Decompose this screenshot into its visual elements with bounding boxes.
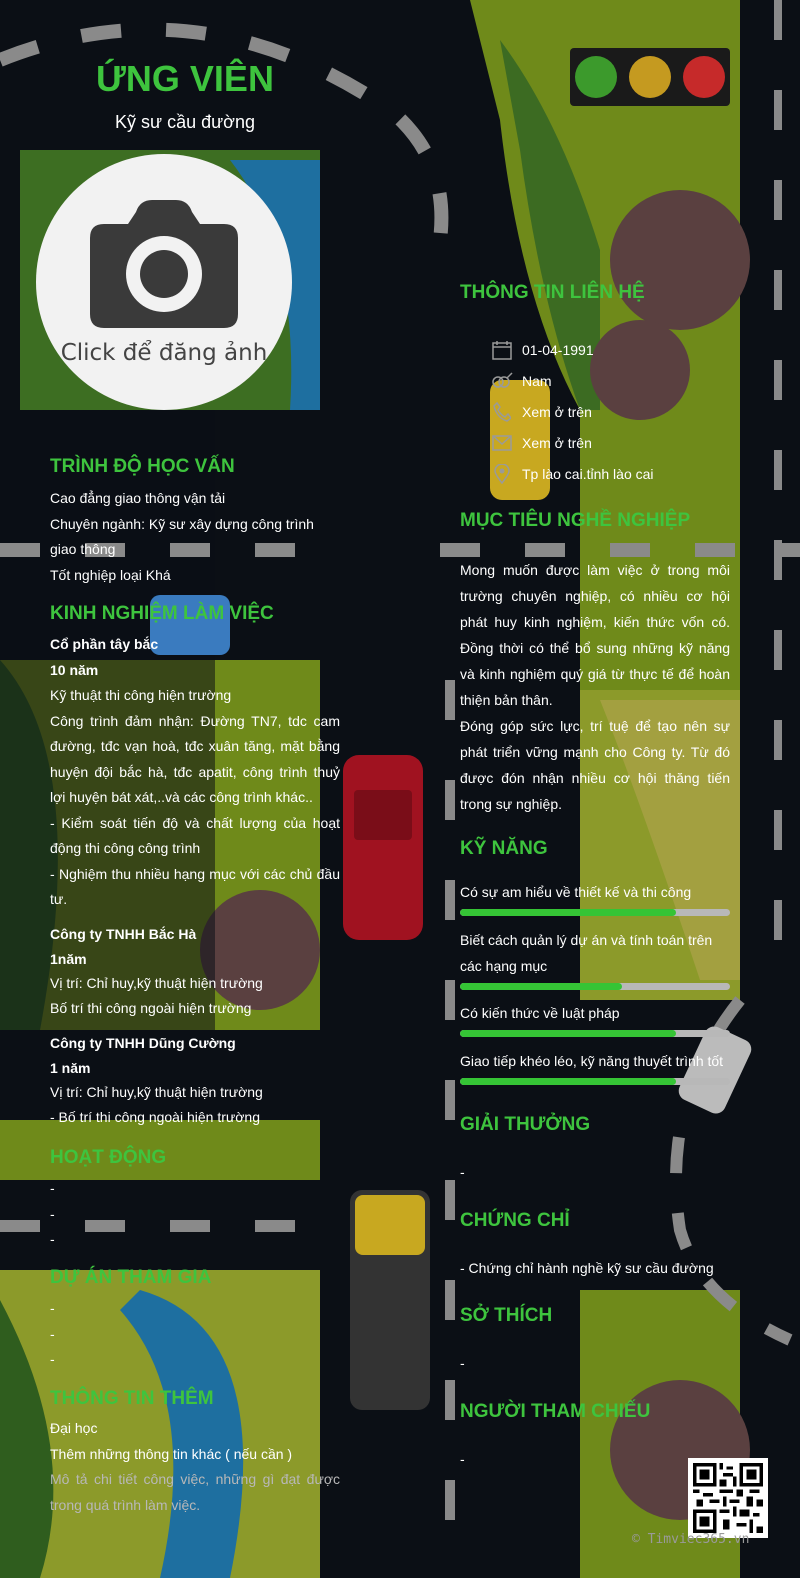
job-line: - Kiểm soát tiến độ và chất lượng của hoạt động thi công công trình (50, 814, 340, 856)
awards-value: - (460, 1164, 465, 1180)
certificates-value: - Chứng chỉ hành nghề kỹ sư cầu đường (460, 1260, 714, 1276)
skill-bar-fill (460, 1078, 676, 1085)
references-value: - (460, 1451, 465, 1467)
job-line: Kỹ thuật thi công hiện trường (50, 687, 232, 703)
job-duration: 10 năm (50, 661, 99, 678)
skill-item (460, 1000, 730, 1037)
job-duration: 1năm (50, 950, 87, 967)
avatar-upload[interactable] (36, 154, 292, 410)
extra-note: Mô tả chi tiết công việc, những gì đạt được trong quá trình làm việc. (50, 1471, 340, 1513)
activity-line: - (50, 1231, 55, 1247)
hobbies-value: - (460, 1355, 465, 1371)
education-line: Cao đẳng giao thông vận tải (50, 490, 226, 506)
skill-bar (460, 1030, 730, 1037)
education-line: Chuyên ngành: Kỹ sư xây dựng công trình giao thông (50, 515, 314, 557)
objective-title: MỤC TIÊU NGHỀ NGHIỆP (460, 510, 691, 531)
experience-job-3 (50, 1031, 340, 1129)
activity-line: - (50, 1180, 55, 1196)
contact-birthday (490, 338, 594, 362)
skill-bar (460, 983, 730, 990)
hobbies-title: SỞ THÍCH (460, 1305, 553, 1326)
projects-content (50, 1296, 340, 1373)
skill-bar-fill (460, 909, 676, 916)
calendar-icon (490, 339, 514, 361)
skill-label: Có kiến thức về luật pháp (460, 1005, 620, 1021)
contact-phone (490, 400, 592, 424)
extra-line: Thêm những thông tin khác ( nếu cần ) (50, 1445, 293, 1462)
references-title: NGƯỜI THAM CHIẾU (460, 1401, 651, 1422)
job-line: Vị trí: Chỉ huy,kỹ thuật hiện trường (50, 1084, 263, 1100)
contact-value: 01-04-1991 (522, 342, 594, 358)
extra-title: THÔNG TIN THÊM (50, 1388, 214, 1409)
objective-paragraph: Mong muốn được làm việc ở trong môi trường chuyên nghiệp, có nhiều cơ hội phát huy kinh nghiệm, kiến thức vốn có. Đồng thời có thể bổ sung những kỹ năng và kinh nghiệm quý giá từ thực tế để hoàn thiện bản thân. (460, 562, 730, 708)
skill-item (460, 879, 730, 916)
certificates-title: CHỨNG CHỈ (460, 1210, 570, 1231)
job-company: Công ty TNHH Dũng Cường (50, 1035, 236, 1051)
activities-content (50, 1176, 340, 1253)
project-line: - (50, 1351, 55, 1367)
email-icon (490, 432, 514, 454)
project-line: - (50, 1300, 55, 1316)
education-line: Tốt nghiệp loại Khá (50, 566, 171, 583)
objective-content (460, 557, 730, 817)
education-content (50, 486, 340, 588)
qr-code (688, 1458, 768, 1538)
copyright-footer: © Timviec365.vn (632, 1532, 750, 1547)
avatar-upload-label: Click để đăng ảnh (60, 340, 268, 366)
job-duration: 1 năm (50, 1059, 91, 1076)
contact-email (490, 431, 592, 455)
skill-bar (460, 909, 730, 916)
activity-line: - (50, 1205, 55, 1222)
job-line: Vị trí: Chỉ huy,kỹ thuật hiện trường (50, 975, 263, 991)
contact-value: Xem ở trên (522, 404, 592, 420)
projects-title: DỰ ÁN THAM GIA (50, 1267, 212, 1288)
awards-title: GIẢI THƯỞNG (460, 1114, 591, 1135)
job-line: - Bố trí thi công ngoài hiện trường (50, 1108, 260, 1125)
experience-job-1 (50, 632, 340, 913)
contact-value: Xem ở trên (522, 435, 592, 451)
job-line: - Nghiệm thu nhiều hạng mục với các chủ đầu tư. (50, 865, 340, 907)
extra-line: Đại học (50, 1420, 98, 1436)
contact-title: THÔNG TIN LIÊN HỆ (460, 282, 645, 303)
candidate-name: ỨNG VIÊN (96, 58, 274, 99)
skill-label: Biết cách quản lý dự án và tính toán trên các hạng mục (460, 932, 713, 974)
skill-item (460, 927, 730, 990)
contact-gender (490, 369, 552, 393)
extra-content (50, 1416, 340, 1518)
camera-icon (88, 198, 240, 330)
contact-address (490, 462, 654, 486)
contact-value: Tp lào cai.tỉnh lào cai (522, 466, 654, 482)
skill-label: Có sự am hiểu về thiết kế và thi công (460, 884, 692, 900)
job-company: Công ty TNHH Bắc Hà (50, 926, 197, 942)
skill-bar (460, 1078, 730, 1085)
skills-title: KỸ NĂNG (460, 838, 548, 859)
job-company: Cổ phần tây bắc (50, 636, 159, 652)
location-icon (490, 463, 514, 485)
phone-icon (490, 401, 514, 423)
skill-bar-fill (460, 1030, 676, 1037)
skill-item (460, 1048, 730, 1085)
education-title: TRÌNH ĐỘ HỌC VẤN (50, 456, 235, 477)
experience-title: KINH NGHIỆM LÀM VIỆC (50, 603, 274, 624)
skill-bar-fill (460, 983, 622, 990)
job-line: Bố trí thi công ngoài hiện trường (50, 999, 252, 1016)
contact-value: Nam (522, 373, 552, 389)
activities-title: HOẠT ĐỘNG (50, 1147, 167, 1168)
objective-paragraph: Đóng góp sức lực, trí tuệ để tạo nên sự phát triển vững mạnh cho Công ty. Từ đó được đón nhận nhiều cơ hội thăng tiến trong sự nghiệp. (460, 718, 730, 812)
gender-icon (490, 370, 514, 392)
job-title: Kỹ sư cầu đường (115, 112, 255, 132)
job-line: Công trình đảm nhận: Đường TN7, tdc cam đường, tđc vạn hoà, tđc xuân tăng, mặt bằng huyện đội bắc hà, tđc apatit, công trình thuỷ lợi huyện bát xát,..và các công trình khác.. (50, 712, 340, 805)
skill-label: Giao tiếp khéo léo, kỹ năng thuyết trình tốt (460, 1053, 724, 1069)
project-line: - (50, 1325, 55, 1342)
experience-job-2 (50, 922, 340, 1020)
